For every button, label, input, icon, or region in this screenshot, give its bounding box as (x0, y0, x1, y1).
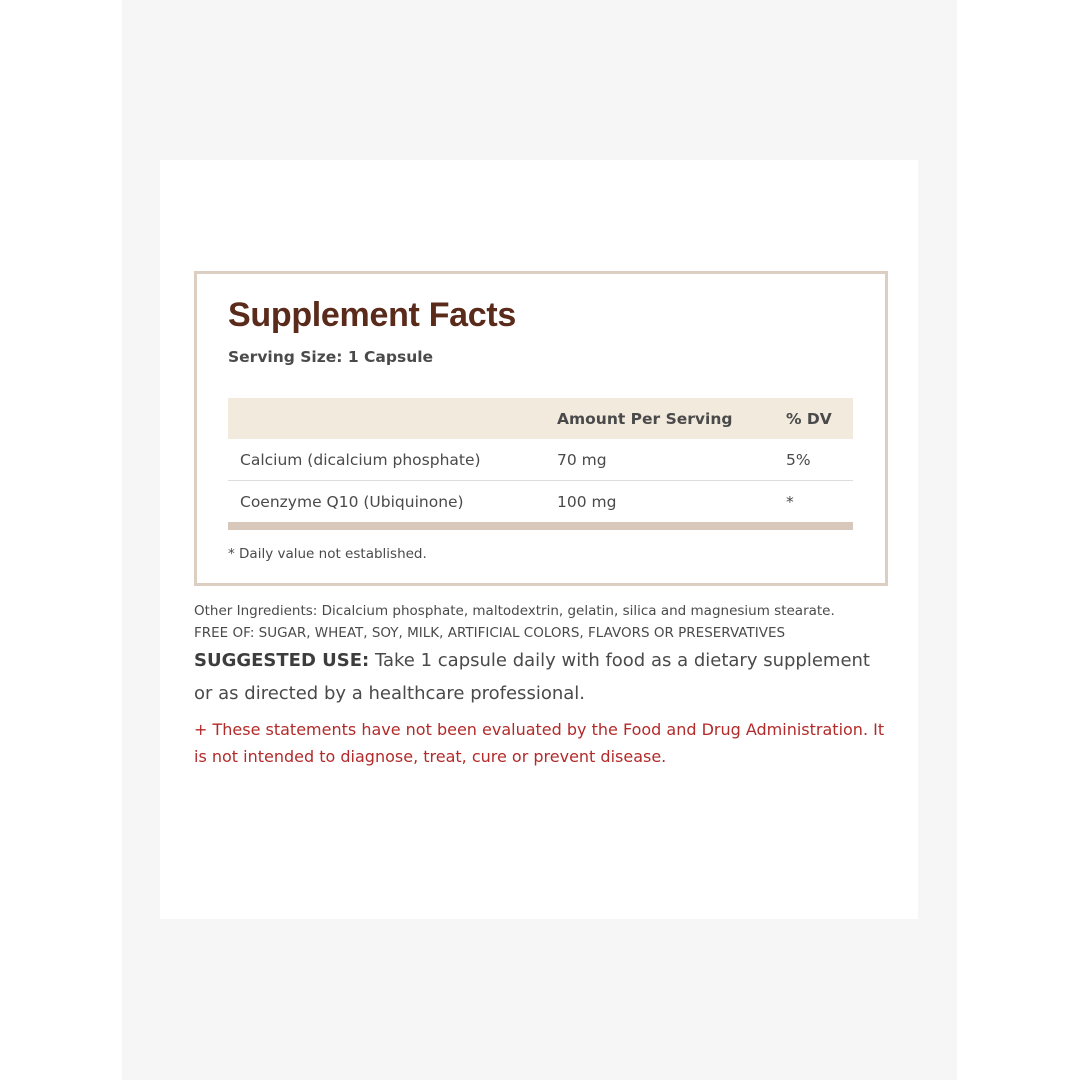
table-row (228, 481, 853, 523)
nutrient-table (228, 398, 853, 522)
fda-disclaimer: + These statements have not been evaluated by the Food and Drug Administration. It is not intended to diagnose, treat, cure or prevent disease. (194, 720, 885, 766)
free-of-list: FREE OF: SUGAR, WHEAT, SOY, MILK, ARTIFICIAL COLORS, FLAVORS OR PRESERVATIVES (194, 625, 786, 641)
ingredients-block (194, 600, 894, 644)
table-bottom-bar (228, 522, 853, 530)
supplement-facts-panel (194, 271, 888, 586)
header-nutrient (228, 398, 557, 439)
serving-size: Serving Size: 1 Capsule (228, 348, 434, 366)
nutrient-amount: 70 mg (557, 439, 786, 481)
suggested-use-label: SUGGESTED USE: (194, 650, 370, 671)
other-ingredients: Other Ingredients: Dicalcium phosphate, maltodextrin, gelatin, silica and magnesium stearate. (194, 603, 835, 619)
nutrient-dv: 5% (786, 439, 853, 481)
header-amount: Amount Per Serving (557, 398, 786, 439)
daily-value-footnote: * Daily value not established. (228, 546, 427, 562)
panel-title: Supplement Facts (228, 296, 517, 334)
table-row (228, 439, 853, 481)
table-header-row (228, 398, 853, 439)
nutrient-name: Calcium (dicalcium phosphate) (228, 439, 557, 481)
nutrient-amount: 100 mg (557, 492, 617, 511)
suggested-use-text: Take 1 capsule daily with food as a dietary supplement or as directed by a healthcare professional. (194, 650, 870, 704)
header-dv: % DV (786, 398, 853, 439)
nutrient-name: Coenzyme Q10 (Ubiquinone) (240, 492, 464, 511)
suggested-use (194, 644, 894, 710)
nutrient-dv: * (786, 492, 794, 511)
